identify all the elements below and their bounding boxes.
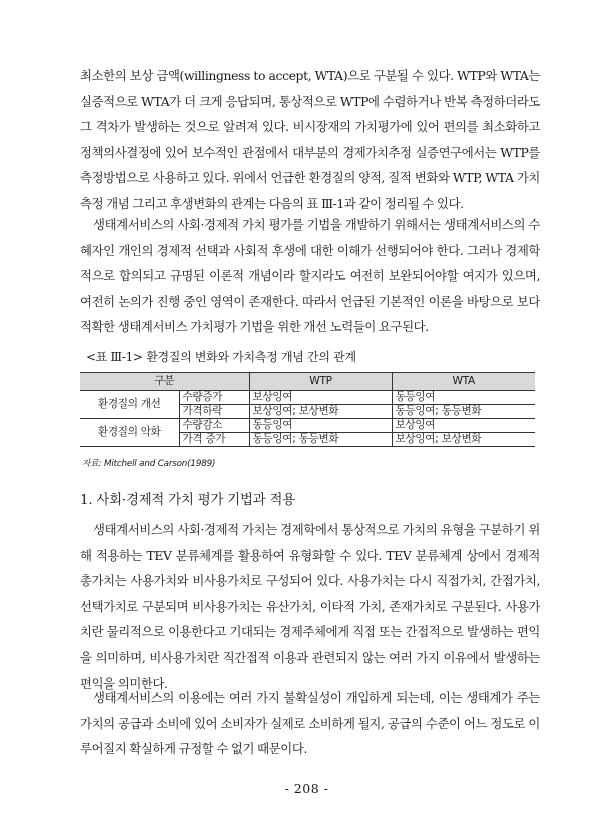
paragraph-uncertainty: 생태계서비스의 이용에는 여러 가지 불확실성이 개입하게 되는데, 이는 생태계가 주는 가치의 공급과 소비에 있어 소비자가 실제로 소비하게 될지, 공급의 수준이 어느 정도로 이루어질지 확실하게 규정할 수 없기 때문이다. (80, 690, 540, 757)
page-number: - 208 - (284, 781, 329, 796)
header-group: 구분 (80, 373, 249, 391)
cell-wta: 보상잉여; 보상변화 (392, 433, 535, 447)
row-sub-label: 가격 증가 (179, 433, 249, 447)
value-concept-table (80, 372, 535, 447)
cell-wta: 보상잉여 (392, 419, 535, 433)
row-sub-label: 수량감소 (179, 419, 249, 433)
cell-wta: 동등잉여; 동등변화 (392, 405, 535, 419)
group-label: 환경질의 악화 (80, 419, 179, 447)
cell-wtp: 보상잉여; 보상변화 (249, 405, 392, 419)
paragraph-wtp-wta: 최소한의 보상 금액(willingness to accept, WTA)으로 구분될 수 있다. WTP와 WTA는 실증적으로 WTA가 더 크게 응답되며, 통상적으로 WTP에 수렴하거나 반복 측정하더라도 그 격차가 발생하는 것으로 알려져 있다. 비시장재의 가치평가에 있어 편의를 최소화하고 정책의사결정에 있어 보수적인 관점에서 대부분의 경제가치추정 실증연구에서는 WTP를 측정방법으로 사용하고 있다. 위에서 언급한 환경질의 양적, 질적 변화와 WTP, WTA 가치 측정 개념 그리고 후생변화의 관계는 다음의 표 Ⅲ-1과 같이 정리될 수 있다. (80, 68, 540, 211)
cell-wta: 동등잉여 (392, 391, 535, 405)
row-sub-label: 가격하락 (179, 405, 249, 419)
row-sub-label: 수량증가 (179, 391, 249, 405)
table-header-row (80, 373, 535, 391)
cell-wtp: 동등잉여 (249, 419, 392, 433)
table-row (80, 391, 535, 405)
group-label: 환경질의 개선 (80, 391, 179, 419)
table-row (80, 419, 535, 433)
header-wta: WTA (392, 373, 535, 391)
header-wtp: WTP (249, 373, 392, 391)
section-heading: 1. 사회·경제적 가치 평가 기법과 적용 (80, 493, 296, 508)
cell-wtp: 보상잉여 (249, 391, 392, 405)
table-caption: <표 Ⅲ-1> 환경질의 변화와 가치측정 개념 간의 관계 (86, 350, 356, 364)
paragraph-tev-classification: 생태계서비스의 사회·경제적 가치는 경제학에서 통상적으로 가치의 유형을 구분하기 위해 적용하는 TEV 분류체계를 활용하여 유형화할 수 있다. TEV 분류체계 상에서 경제적 총가치는 사용가치와 비사용가치로 구성되어 있다. 사용가치는 다시 직접가치, 간접가치, 선택가치로 구분되며 비사용가치는 유산가치, 이타적 가치, 존재가치로 구분된다. 사용가치란 물리적으로 이용한다고 기대되는 경제주체에게 직접 또는 간접적으로 발생하는 편익을 의미하며, 비사용가치란 직간접적 이용과 관련되지 않는 여러 가지 이유에서 발생하는 편익을 의미한다. (80, 522, 540, 691)
cell-wtp: 동등잉여; 동등변화 (249, 433, 392, 447)
paragraph-ecosystem-valuation: 생태계서비스의 사회·경제적 가치 평가를 기법을 개발하기 위해서는 생태계서비스의 수혜자인 개인의 경제적 선택과 사회적 후생에 대한 이해가 선행되어야 한다. 그러나 경제학적으로 합의되고 규명된 이론적 개념이라 할지라도 여전히 보완되어야할 여지가 있으며, 여전히 논의가 진행 중인 영역이 존재한다. 따라서 언급된 기본적인 이론을 바탕으로 보다 적확한 생태계서비스 가치평가 기법을 위한 개선 노력들이 요구된다. (80, 217, 540, 335)
table-source: 자료: Mitchell and Carson(1989) (82, 459, 216, 469)
